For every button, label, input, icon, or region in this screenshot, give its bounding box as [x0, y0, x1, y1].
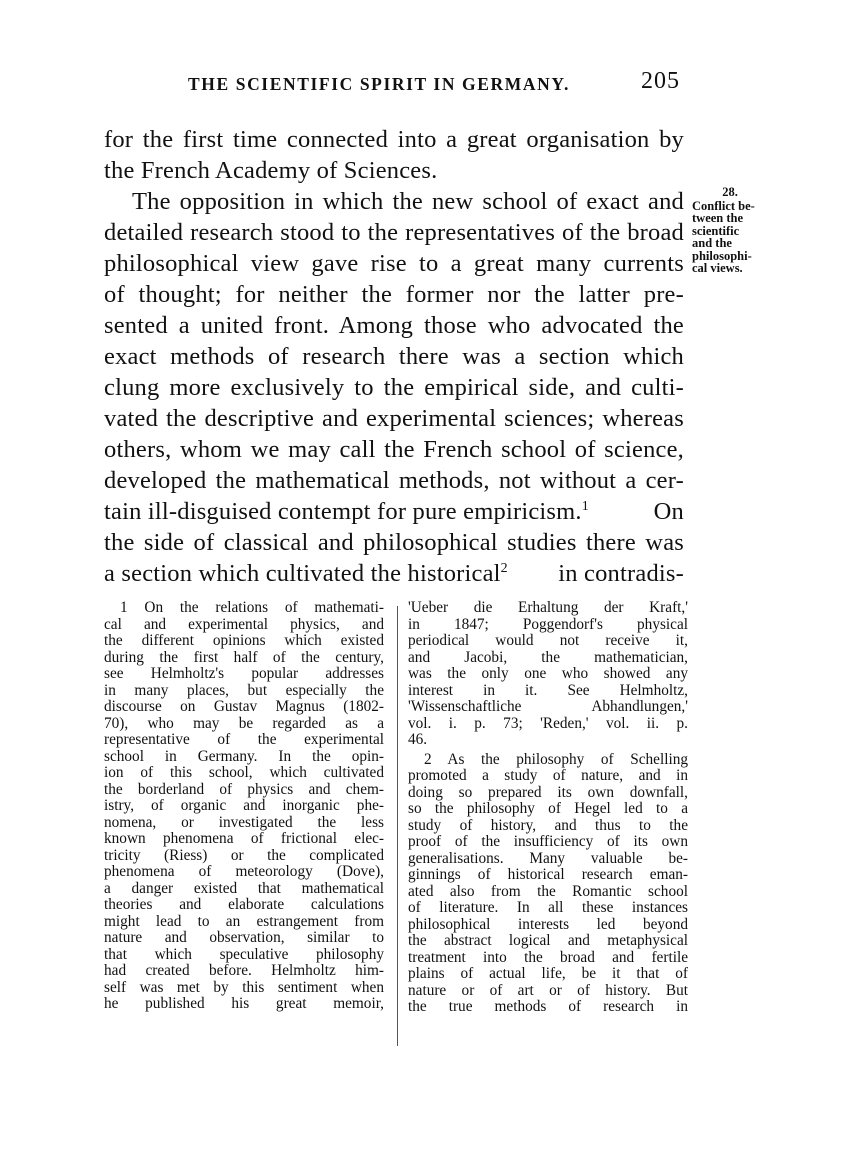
footnote-line: self was met by this sentiment when [104, 979, 384, 996]
footnote-line: of literature. In all these instances [408, 900, 688, 916]
page-number: 205 [641, 68, 680, 94]
column-divider [397, 606, 398, 1046]
text-line: others, whom we may call the French school of science, [104, 436, 684, 463]
footnote-line: the borderland of physics and chem- [104, 781, 384, 798]
margin-note-line: scientific [692, 223, 740, 238]
text-segment: tain ill-disguised contempt for pure empiricism. [104, 498, 582, 525]
footnote-line: was the only one who showed any [408, 666, 688, 682]
footnote-column-right [408, 600, 688, 1016]
footnote-line: the true methods of research in [408, 999, 688, 1015]
footnote-line: the different opinions which existed [104, 633, 384, 649]
footnote-line: philosophical interests led beyond [408, 916, 688, 933]
footnote-line: the abstract logical and metaphysical [408, 933, 688, 949]
footnote-line: 'Ueber die Erhaltung der Kraft,' [408, 600, 688, 616]
footnote-line: school in Germany. In the opin- [104, 748, 384, 765]
footnote-line: study of history, and thus to the [408, 817, 688, 834]
text-line: for the first time connected into a great organisation by [104, 126, 684, 153]
footnote-line: during the first half of the century, [104, 649, 384, 666]
text-segment: a section which cultivated the historical [104, 560, 501, 587]
margin-note-line: tween the [692, 211, 744, 225]
margin-note-line: and the [692, 236, 732, 250]
text-segment: in contradis- [558, 560, 684, 587]
footnote-line: representative of the experimental [104, 732, 384, 748]
text-line [104, 558, 684, 589]
text-line: the French Academy of Sciences. [104, 157, 438, 184]
margin-note-number: 28. [722, 185, 738, 199]
main-text [104, 124, 684, 589]
text-line: The opposition in which the new school of exact and [132, 188, 684, 215]
footnote-line: proof of the insufficiency of its own [408, 834, 688, 850]
margin-note-line: Conflict be- [692, 198, 755, 213]
footnote-line: ion of this school, which cultivated [104, 765, 384, 781]
footnote-line: a danger existed that mathematical [104, 880, 384, 897]
footnote-line: interest in it. See Helmholtz, [408, 682, 688, 699]
footnote-line: known phenomena of frictional elec- [104, 831, 384, 847]
footnote-line: see Helmholtz's popular addresses [104, 666, 384, 682]
text-line: exact methods of research there was a section which [104, 343, 684, 370]
footnote-line: and Jacobi, the mathematician, [408, 649, 688, 666]
footnote-column-left [104, 600, 384, 1013]
text-line: developed the mathematical methods, not without a cer- [104, 467, 684, 494]
footnote-line: in many places, but especially the [104, 682, 384, 699]
footnote-line: generalisations. Many valuable be- [408, 850, 688, 867]
footnote-line: he published his great memoir, [104, 996, 384, 1012]
footnote-line: so the philosophy of Hegel led to a [408, 801, 688, 817]
text-segment: On [653, 498, 684, 525]
text-line: of thought; for neither the former nor the latter pre- [104, 281, 684, 308]
running-head-title: THE SCIENTIFIC SPIRIT IN GERMANY. [188, 74, 570, 94]
footnote-line: nature or of art or of history. But [408, 982, 688, 999]
running-header [104, 68, 680, 102]
footnote-ref: 1 [581, 499, 589, 514]
text-line: vated the descriptive and experimental sciences; whereas [104, 405, 684, 432]
footnote-line: discourse on Gustav Magnus (1802- [104, 699, 384, 715]
footnote-ref: 2 [500, 561, 508, 576]
margin-note-line: philosophi- [692, 248, 752, 263]
footnote-line: periodical would not receive it, [408, 633, 688, 649]
footnote-line: nature and observation, similar to [104, 930, 384, 946]
footnote-line: ginnings of historical research eman- [408, 867, 688, 883]
footnote-line: doing so prepared its own downfall, [408, 784, 688, 801]
footnote-line: treatment into the broad and fertile [408, 949, 688, 966]
margin-note-line: cal views. [692, 261, 743, 275]
footnote-line: plains of actual life, be it that of [408, 966, 688, 982]
footnote-line: 1 On the relations of mathemati- [120, 600, 384, 616]
footnote-line: tricity (Riess) or the complicated [104, 847, 384, 864]
footnote-line: cal and experimental physics, and [104, 616, 384, 633]
footnote-line: 'Wissenschaftliche Abhandlungen,' [408, 699, 688, 715]
footnotes [104, 600, 688, 1050]
footnote-line: istry, of organic and inorganic phe- [104, 798, 384, 814]
text-line [104, 496, 684, 527]
margin-note [690, 186, 770, 275]
text-line: clung more exclusively to the empirical side, and culti- [104, 374, 684, 401]
text-line: sented a united front. Among those who advocated the [104, 312, 684, 339]
footnote-line: 2 As the philosophy of Schelling [424, 751, 688, 768]
text-line: the side of classical and philosophical studies there was [104, 529, 684, 556]
footnote-line: vol. i. p. 73; 'Reden,' vol. ii. p. [408, 715, 688, 732]
footnote-line: 70), who may be regarded as a [104, 715, 384, 732]
footnote-line: ated also from the Romantic school [408, 883, 688, 900]
text-line: detailed research stood to the representatives of the broad [104, 219, 684, 246]
text-line: philosophical view gave rise to a great many currents [104, 250, 684, 277]
footnote-line: might lead to an estrangement from [104, 913, 384, 930]
footnote-line: theories and elaborate calculations [104, 897, 384, 913]
footnote-line: promoted a study of nature, and in [408, 768, 688, 784]
footnote-line: 46. [408, 732, 428, 748]
footnote-line: had created before. Helmholtz him- [104, 963, 384, 979]
footnote-line: in 1847; Poggendorf's physical [408, 616, 688, 633]
footnote-line: that which speculative philosophy [104, 946, 384, 963]
footnote-line: nomena, or investigated the less [104, 814, 384, 831]
footnote-line: phenomena of meteorology (Dove), [104, 864, 384, 880]
